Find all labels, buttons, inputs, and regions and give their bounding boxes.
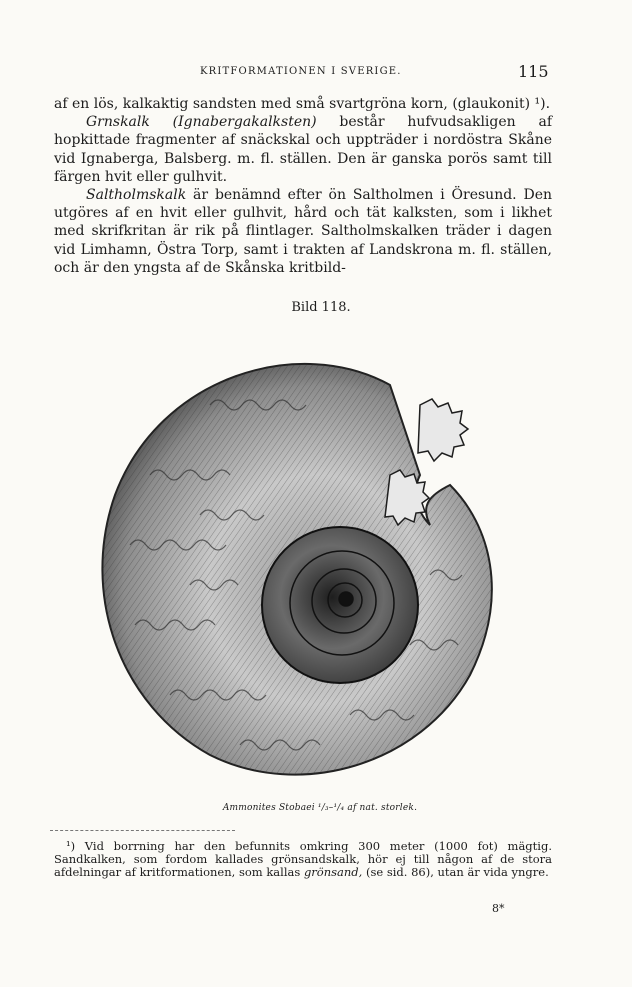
paragraph-saltholmskalk-text: är benämnd efter ön Saltholmen i Öresund. Den utgöres af en hvit eller gulhvit, hård och tät kalksten, som i likhet med skrifkritan är rik på flintlager. Saltholmskalken träder i dagen vid Limhamn, Östra Torp, samt i trakten af Landskrona m. fl. ställen, och är den yngsta af de Skånska kritbild- [54,187,552,276]
footnote-tail: (se sid. 86), utan är vida yngre. [362,865,549,879]
footnote [54,840,552,879]
figure-label: Bild 118. [291,300,351,315]
footnote-divider [50,830,235,831]
footnote-body: ¹) Vid borrning har den befunnits omkring 300 meter (1000 fot) mägtig. Sandkalken, som fordom kallades grönsandskalk, hör ej till någon af de stora afdelningar af kritformationen, som kallas [54,839,552,879]
paragraph-saltholmskalk [54,186,552,277]
footnote-italic-term: grönsand, [303,865,363,879]
term-saltholmskalk: Saltholmskalk [86,187,187,204]
page-number: 115 [518,62,549,81]
running-head: KRITFORMATIONEN I SVERIGE. [200,66,402,77]
ammonite-illustration [90,325,510,795]
signature-mark: 8* [492,902,505,915]
body-text [54,95,552,277]
term-grnskalk: Grnskalk (Ignabergakalksten) [86,114,317,131]
paragraph-glaukonit: af en lös, kalkaktig sandsten med små svartgröna korn, (glaukonit) ¹). [54,96,551,112]
paragraph-grnskalk [54,113,552,186]
ammonite-engraving [90,325,510,795]
footnote-text [54,840,552,879]
paragraph-grnskalk-text: består hufvudsakligen af hopkittade fragmenter af snäckskal och uppträder i nordöstra Skåne vid Ignaberga, Balsberg. m. fl. ställen. Den är ganska porös samt till färgen hvit eller gulhvit. [54,114,552,185]
figure-caption: Ammonites Stobaei ¹/₃–¹/₄ af nat. storlek. [222,803,418,813]
